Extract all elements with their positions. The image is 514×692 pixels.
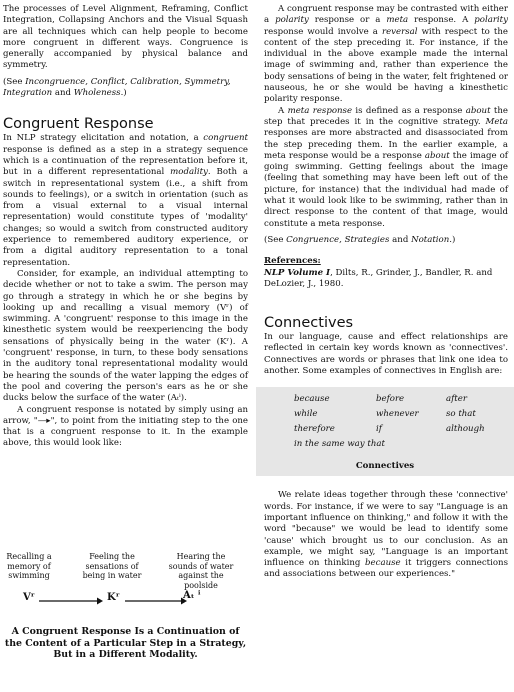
connective-word: therefore — [294, 424, 335, 435]
connective-word: because — [294, 394, 330, 405]
congruent-response-para-1: In NLP strategy elicitation and notation, a congruent response is defined as a step in a strategy sequence which is a continuation of the representation before it, but in a different representational modality. Both a switch in representational system (i.e., a shift from sounds to feelings), or a switch in orientation (such as from a visual external to a visual internal representation) would constitute types of 'modality' changes; so would a switch from constructed auditory experience to remembered auditory experience, or from a digital auditory representation to a tonal representation. — [3, 133, 248, 268]
connectives-explanation-paragraph: We relate ideas together through these 'connective' words. For instance, if we were to say "Language is an important influence on thinking," and follow it with the word "because" we would be lead to identify some 'cause' which brought us to our conclusion. As an example, we might say, "Language is an important influence on thinking because it triggers connections and associations between our experiences." — [264, 490, 508, 580]
congruent-response-para-3: A congruent response is notated by simply using an arrow, "—▸", to point from the initiating step to the one that is a congruent response to it. In the example above, this would look like: — [3, 404, 248, 449]
connectives-box-caption: Connectives — [355, 461, 415, 472]
polarity-meta-paragraph: A congruent response may be contrasted with either a polarity response or a meta response. A polarity response would involve a reversal with respect to the content of the step preceding it. For instance, if the individual in the above example made the internal image of swimming and, rather than experience the body sensations of being in the water, felt frightened or nauseous, he or she would be having a kinesthetic polarity response. — [264, 4, 508, 105]
diagram-caption: A Congruent Response Is a Continuation of the Content of a Particular Step in a Strategy, But in a Different Modality. — [4, 626, 247, 661]
congruent-response-diagram — [3, 552, 248, 622]
see-also-congruence: (See Incongruence, Conflict, Calibration, Symmetry, Integration and Wholeness.) — [3, 76, 231, 99]
reference-entry: NLP Volume I, Dilts, R., Grinder, J., Bandler, R. and DeLozier, J., 1980. — [264, 267, 493, 289]
references-heading: References: — [264, 256, 321, 267]
connective-word: while — [294, 409, 318, 420]
diagram-node-auditory: Aₜ ⁱ — [183, 590, 201, 601]
diagram-arrow-1 — [39, 596, 103, 606]
see-also-congruent-response: (See Congruence, Strategies and Notation.) — [264, 234, 456, 245]
diagram-label-auditory: Hearing the sounds of water against the poolside — [168, 552, 234, 590]
connective-word: whenever — [376, 409, 419, 420]
diagram-node-kinesthetic: Kʳ — [107, 592, 120, 603]
connectives-intro-paragraph: In our language, cause and effect relationships are reflected in certain key words known as 'connectives'. Connectives are words or phrases that link one idea to another. Some examples of connectives in English are: — [264, 332, 508, 377]
left-column — [3, 4, 248, 450]
intro-paragraph: The processes of Level Alignment, Reframing, Conflict Integration, Collapsing Anchors and the Visual Squash are all techniques which can help people to become more congruent in different ways. Congruence is generally accompanied by physical balance and symmetry. — [3, 4, 248, 71]
connectives-box — [256, 387, 514, 476]
diagram-node-visual: Vʳ — [23, 592, 35, 603]
connective-word: in the same way that — [294, 439, 385, 450]
diagram-arrow-2 — [125, 596, 187, 606]
right-column — [264, 4, 508, 581]
connective-word: so that — [446, 409, 476, 420]
connective-word: after — [446, 394, 467, 405]
congruent-response-para-2: Consider, for example, an individual attempting to decide whether or not to take a swim. The person may go through a strategy in which he or she begins by looking up and recalling a visual memory (Vʳ) of swimming. A 'congruent' response to this image in the kinesthetic system would be reexperiencing the body sensations of physically being in the water (Kʳ). A 'congruent' response, in turn, to these body sensations in the auditory tonal representational modality would be hearing the sounds of the water lapping the edges of the pool and covering the person's ears as he or she ducks below the surface of the water (Aₜⁱ). — [3, 268, 248, 404]
connective-word: before — [376, 394, 405, 405]
diagram-label-visual: Recalling a memory of swimming — [6, 552, 52, 580]
section-heading-congruent-response: Congruent Response — [3, 116, 154, 133]
section-heading-connectives: Connectives — [264, 315, 354, 332]
diagram-label-kinesthetic: Feeling the sensations of being in water — [82, 552, 142, 580]
connective-word: if — [376, 424, 382, 435]
connective-word: although — [446, 424, 485, 435]
meta-response-paragraph: A meta response is defined as a response about the step that precedes it in the cognitive strategy. Meta responses are more abstracted and disassociated from the step preceding them. In the earlier example, a meta response would be a response about the image of going swimming. Getting feelings about the image (feeling that something may have been left out of the picture, for instance) that the individual had made of what it would look like to be swimming, rather than in direct response to the content of that image, would constitute a meta response. — [264, 105, 508, 229]
